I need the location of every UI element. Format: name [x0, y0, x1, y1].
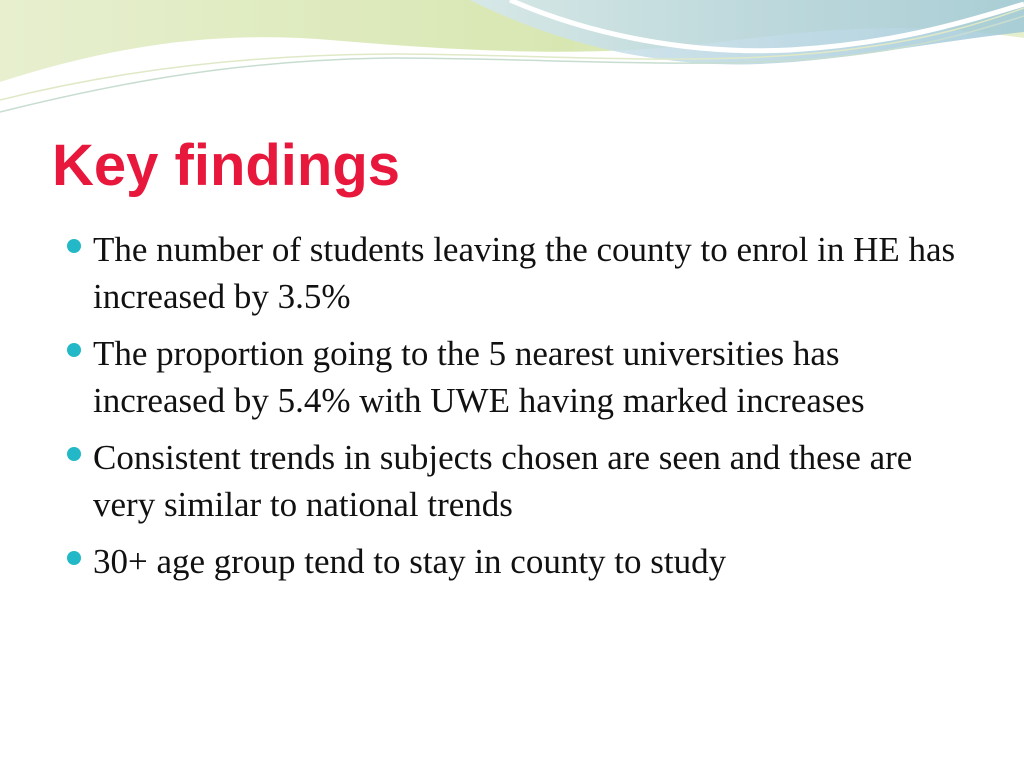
bullet-dot-icon: [67, 447, 81, 461]
wave-band-blue: [470, 0, 1024, 64]
bullet-text: The proportion going to the 5 nearest universities has increased by 5.4% with UWE having marked increases: [93, 334, 865, 420]
list-item: [64, 226, 964, 320]
list-item: [64, 538, 964, 585]
page-title: Key findings: [52, 133, 401, 198]
list-item: [64, 434, 964, 528]
findings-list: [64, 226, 964, 595]
bullet-text: The number of students leaving the county to enrol in HE has increased by 3.5%: [93, 230, 956, 316]
bullet-text: 30+ age group tend to stay in county to study: [93, 542, 727, 581]
decorative-wave-header: [0, 0, 1024, 130]
bullet-dot-icon: [67, 343, 81, 357]
bullet-dot-icon: [67, 239, 81, 253]
bullet-dot-icon: [67, 551, 81, 565]
list-item: [64, 330, 964, 424]
bullet-text: Consistent trends in subjects chosen are seen and these are very similar to national trends: [93, 438, 913, 524]
